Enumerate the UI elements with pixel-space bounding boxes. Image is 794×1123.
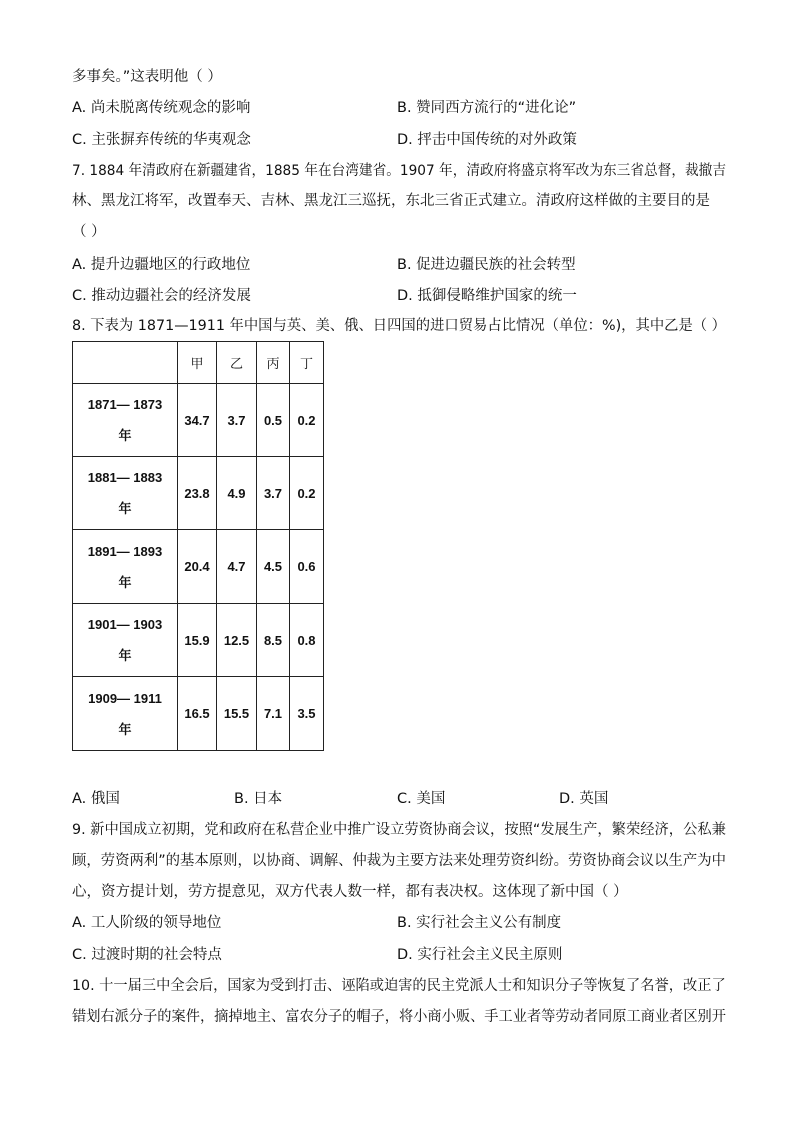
- table-cell: 0.2: [290, 457, 324, 530]
- q7-stem-line-2: 林、黑龙江将军，改置奉天、吉林、黑龙江三巡抚，东北三省正式建立。清政府这样做的主要目的是: [72, 193, 710, 209]
- q7-option-b[interactable]: B. 促进边疆民族的社会转型: [397, 257, 576, 273]
- table-cell: 8.5: [257, 604, 290, 677]
- q7-stem-line-1: 7. 1884 年清政府在新疆建省，1885 年在台湾建省。1907 年，清政府将盛京将军改为东三省总督，裁撤吉: [72, 163, 727, 179]
- table-cell: 3.7: [257, 457, 290, 530]
- table-header-corner: [73, 342, 178, 384]
- q6-option-b[interactable]: B. 赞同西方流行的“进化论”: [397, 100, 577, 116]
- table-cell: 0.5: [257, 384, 290, 457]
- table-row: [73, 384, 324, 457]
- table-cell: 15.9: [178, 604, 217, 677]
- q9-stem-line-1: 9. 新中国成立初期，党和政府在私营企业中推广设立劳资协商会议，按照“发展生产，繁荣经济，公私兼: [72, 822, 726, 838]
- q8-option-c[interactable]: C. 美国: [397, 791, 446, 807]
- q9-stem-line-2: 顾，劳资两利”的基本原则，以协商、调解、仲裁为主要方法来处理劳资纠纷。劳资协商会议以生产为中: [72, 853, 727, 869]
- q6-option-d[interactable]: D. 抨击中国传统的对外政策: [397, 132, 577, 148]
- table-cell: 16.5: [178, 677, 217, 751]
- period-years: 1909— 1911: [88, 690, 162, 706]
- q8-option-d[interactable]: D. 英国: [559, 791, 609, 807]
- q9-stem-line-3: 心，资方提计划，劳方提意见，双方代表人数一样，都有表决权。这体现了新中国（ ）: [72, 884, 628, 900]
- table-row: [73, 677, 324, 751]
- period-suffix: 年: [118, 648, 132, 663]
- table-cell: 0.8: [290, 604, 324, 677]
- table-header-bing: 丙: [257, 342, 290, 384]
- table-cell: 3.7: [217, 384, 257, 457]
- table-cell: 12.5: [217, 604, 257, 677]
- table-cell: 7.1: [257, 677, 290, 751]
- q9-option-b[interactable]: B. 实行社会主义公有制度: [397, 915, 562, 931]
- table-period-cell: [73, 677, 178, 751]
- period-years: 1871— 1873: [87, 397, 163, 412]
- q7-option-d[interactable]: D. 抵御侵略维护国家的统一: [397, 288, 577, 304]
- period-years: 1891— 1893: [87, 543, 163, 559]
- table-cell: 4.5: [257, 530, 290, 604]
- table-cell: 20.4: [178, 530, 217, 604]
- period-suffix: 年: [118, 501, 132, 516]
- table-cell: 4.7: [217, 530, 257, 604]
- table-header-row: [73, 342, 324, 384]
- q9-option-c[interactable]: C. 过渡时期的社会特点: [72, 947, 222, 963]
- table-cell: 0.6: [290, 530, 324, 604]
- table-row: [73, 530, 324, 604]
- table-period-cell: [73, 530, 178, 604]
- table-cell: 34.7: [178, 384, 217, 457]
- table-row: [73, 457, 324, 530]
- table-row: [73, 604, 324, 677]
- q8-option-b[interactable]: B. 日本: [234, 791, 283, 807]
- table-header-jia: 甲: [178, 342, 217, 384]
- q7-stem-line-3: （ ）: [72, 224, 106, 240]
- q10-stem-line-1: 10. 十一届三中全会后，国家为受到打击、诬陷或迫害的民主党派人士和知识分子等恢复了名誉，改正了: [72, 978, 726, 994]
- table-cell: 4.9: [217, 457, 257, 530]
- table-period-cell: [73, 604, 178, 677]
- q7-option-a[interactable]: A. 提升边疆地区的行政地位: [72, 257, 251, 273]
- q9-option-d[interactable]: D. 实行社会主义民主原则: [397, 947, 563, 963]
- table-cell: 3.5: [290, 677, 324, 751]
- q9-option-a[interactable]: A. 工人阶级的领导地位: [72, 915, 222, 931]
- q8-stem-line-1: 8. 下表为 1871—1911 年中国与英、美、俄、日四国的进口贸易占比情况（单位：%)，其中乙是（ ）: [72, 318, 727, 334]
- q10-stem-line-2: 错划右派分子的案件，摘掉地主、富农分子的帽子，将小商小贩、手工业者等劳动者同原工商业者区别开: [72, 1009, 726, 1025]
- table-header-ding: 丁: [290, 342, 324, 384]
- period-years: 1901— 1903: [87, 617, 163, 632]
- table-header-yi: 乙: [217, 342, 257, 384]
- period-suffix: 年: [118, 721, 132, 737]
- table-cell: 0.2: [290, 384, 324, 457]
- q6-option-c[interactable]: C. 主张摒弃传统的华夷观念: [72, 132, 251, 148]
- q6-stem-line-1: 多事矣。”这表明他（ ）: [72, 69, 222, 85]
- table-period-cell: [73, 457, 178, 530]
- period-suffix: 年: [118, 428, 132, 443]
- period-suffix: 年: [118, 574, 132, 590]
- q6-option-a[interactable]: A. 尚未脱离传统观念的影响: [72, 100, 251, 116]
- q7-option-c[interactable]: C. 推动边疆社会的经济发展: [72, 288, 251, 304]
- table-cell: 15.5: [217, 677, 257, 751]
- period-years: 1881— 1883: [87, 470, 163, 485]
- q8-option-a[interactable]: A. 俄国: [72, 791, 120, 807]
- trade-table: [72, 341, 324, 751]
- table-cell: 23.8: [178, 457, 217, 530]
- table-period-cell: [73, 384, 178, 457]
